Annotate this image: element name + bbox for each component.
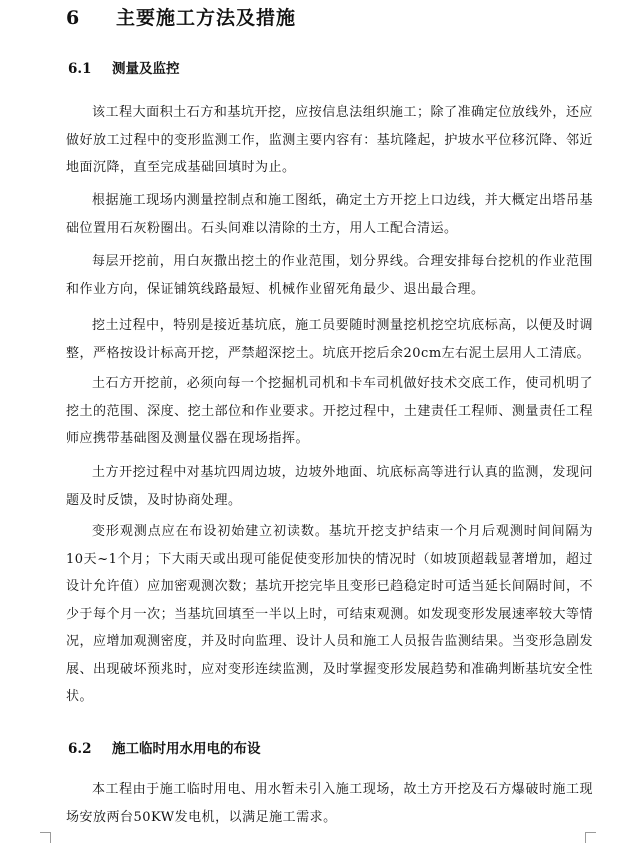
page-corner-mark-left <box>40 832 51 843</box>
subsection-number: 6.1 <box>68 61 92 77</box>
paragraph-pit-bottom: 挖土过程中，特别是接近基坑底，施工员要随时测量挖机挖空坑底标高，以便及时调整，严格按设计标高开挖，严禁超深挖土。坑底开挖后余20cm左右泥土层用人工清底。 <box>66 318 593 361</box>
paragraph-slope-monitoring: 土方开挖过程中对基坑四周边坡，边坡外地面、坑底标高等进行认真的监测，发现问题及时反馈，及时协商处理。 <box>66 465 593 508</box>
paragraph-monitoring-overview: 该工程大面积土石方和基坑开挖，应按信息法组织施工；除了准确定位放线外，还应做好放工过程中的变形监测工作，监测主要内容有：基坑隆起，护坡水平位移沉降、邻近地面沉降，直至完成基础回填时为止。 <box>66 105 593 175</box>
section-number: 6 <box>66 7 81 29</box>
paragraph-technical-briefing: 土石方开挖前，必须向每一个挖掘机司机和卡车司机做好技术交底工作，使司机明了挖土的范围、深度、挖土部位和作业要求。开挖过程中，土建责任工程师、测量责任工程师应携带基础图及测量仪器在现场指挥。 <box>66 376 593 446</box>
paragraph-layer-excavation: 每层开挖前，用白灰撒出挖土的作业范围，划分界线。合理安排每台挖机的作业范围和作业方向，保证铺筑线路最短、机械作业留死角最少、退出最合理。 <box>66 254 593 297</box>
subsection-title: 测量及监控 <box>112 61 180 77</box>
subsection-title: 施工临时用水用电的布设 <box>112 741 261 757</box>
subsection-heading-6-1 <box>68 57 180 77</box>
paragraph-deformation-observation: 变形观测点应在布设初始建立初读数。基坑开挖支护结束一个月后观测时间间隔为10天~1个月；下大雨天或出现可能促使变形加快的情况时（如坡顶超载显著增加，超过设计允许值）应加密观测次数；基坑开挖完毕且变形已趋稳定时可适当延长间隔时间，不少于每个月一次；当基坑回填至一半以上时，可结束观测。如发现变形发展速率较大等情况，应增加观测密度，并及时向监理、设计人员和施工人员报告监测结果。当变形急剧发展、出现破坏预兆时，应对变形连续监测，及时掌握变形发展趋势和准确判断基坑安全性状。 <box>66 524 593 704</box>
section-heading <box>66 3 296 30</box>
subsection-number: 6.2 <box>68 741 92 757</box>
paragraph-survey-control: 根据施工现场内测量控制点和施工图纸，确定土方开挖上口边线，并大概定出塔吊基础位置用石灰粉圈出。石头间难以清除的土方，用人工配合清运。 <box>66 193 593 236</box>
subsection-heading-6-2 <box>68 737 261 757</box>
page-corner-mark-right <box>585 832 596 843</box>
section-title: 主要施工方法及措施 <box>116 7 297 29</box>
paragraph-temporary-power: 本工程由于施工临时用电、用水暂未引入施工现场，故土方开挖及石方爆破时施工现场安放两台50KW发电机，以满足施工需求。 <box>66 782 593 825</box>
